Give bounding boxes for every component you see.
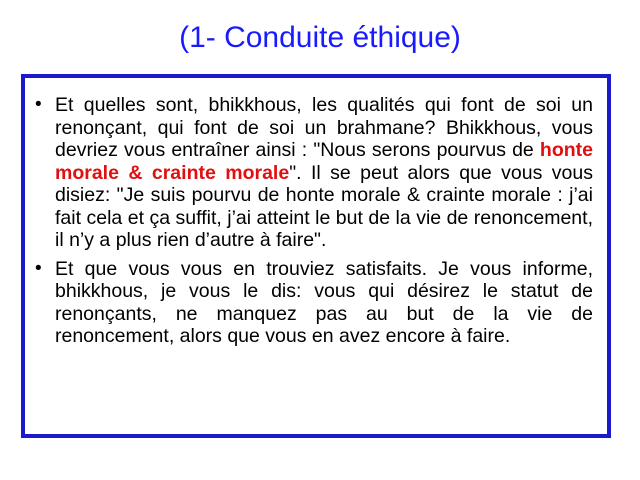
bullet-dot-icon: • <box>35 94 42 115</box>
bullet-dot-icon: • <box>35 257 42 279</box>
bullet-item-2 <box>33 258 593 348</box>
slide-title: (1- Conduite éthique) <box>179 21 461 54</box>
bullet-2-text: Et que vous vous en trouviez satisfaits. Je vous informe, bhikkhous, je vous le dis: vous qui désirez le statut de renonçants, ne manquez pas au but de la vie de renoncement, alors que vous en avez encore à faire. <box>55 257 593 347</box>
content-box <box>21 74 611 438</box>
bullet-list <box>33 94 593 348</box>
bullet-1-text-after: ". Il se peut alors que vous vous disiez: "Je suis pourvu de honte morale & crainte morale : j’ai fait cela et ça suffit, j’ai atteint le but de la vie de renoncement, il n’y a plus rien d’autre à faire". <box>55 161 593 251</box>
highlight-phrase: honte morale & crainte morale <box>55 139 593 184</box>
bullet-item-1 <box>33 94 593 252</box>
bullet-1-text-before: Et quelles sont, bhikkhous, les qualités qui font de soi un renonçant, qui font de soi un brahmane? Bhikkhous, vous devriez vous entraîner ainsi : "Nous serons pourvus de <box>55 94 593 161</box>
